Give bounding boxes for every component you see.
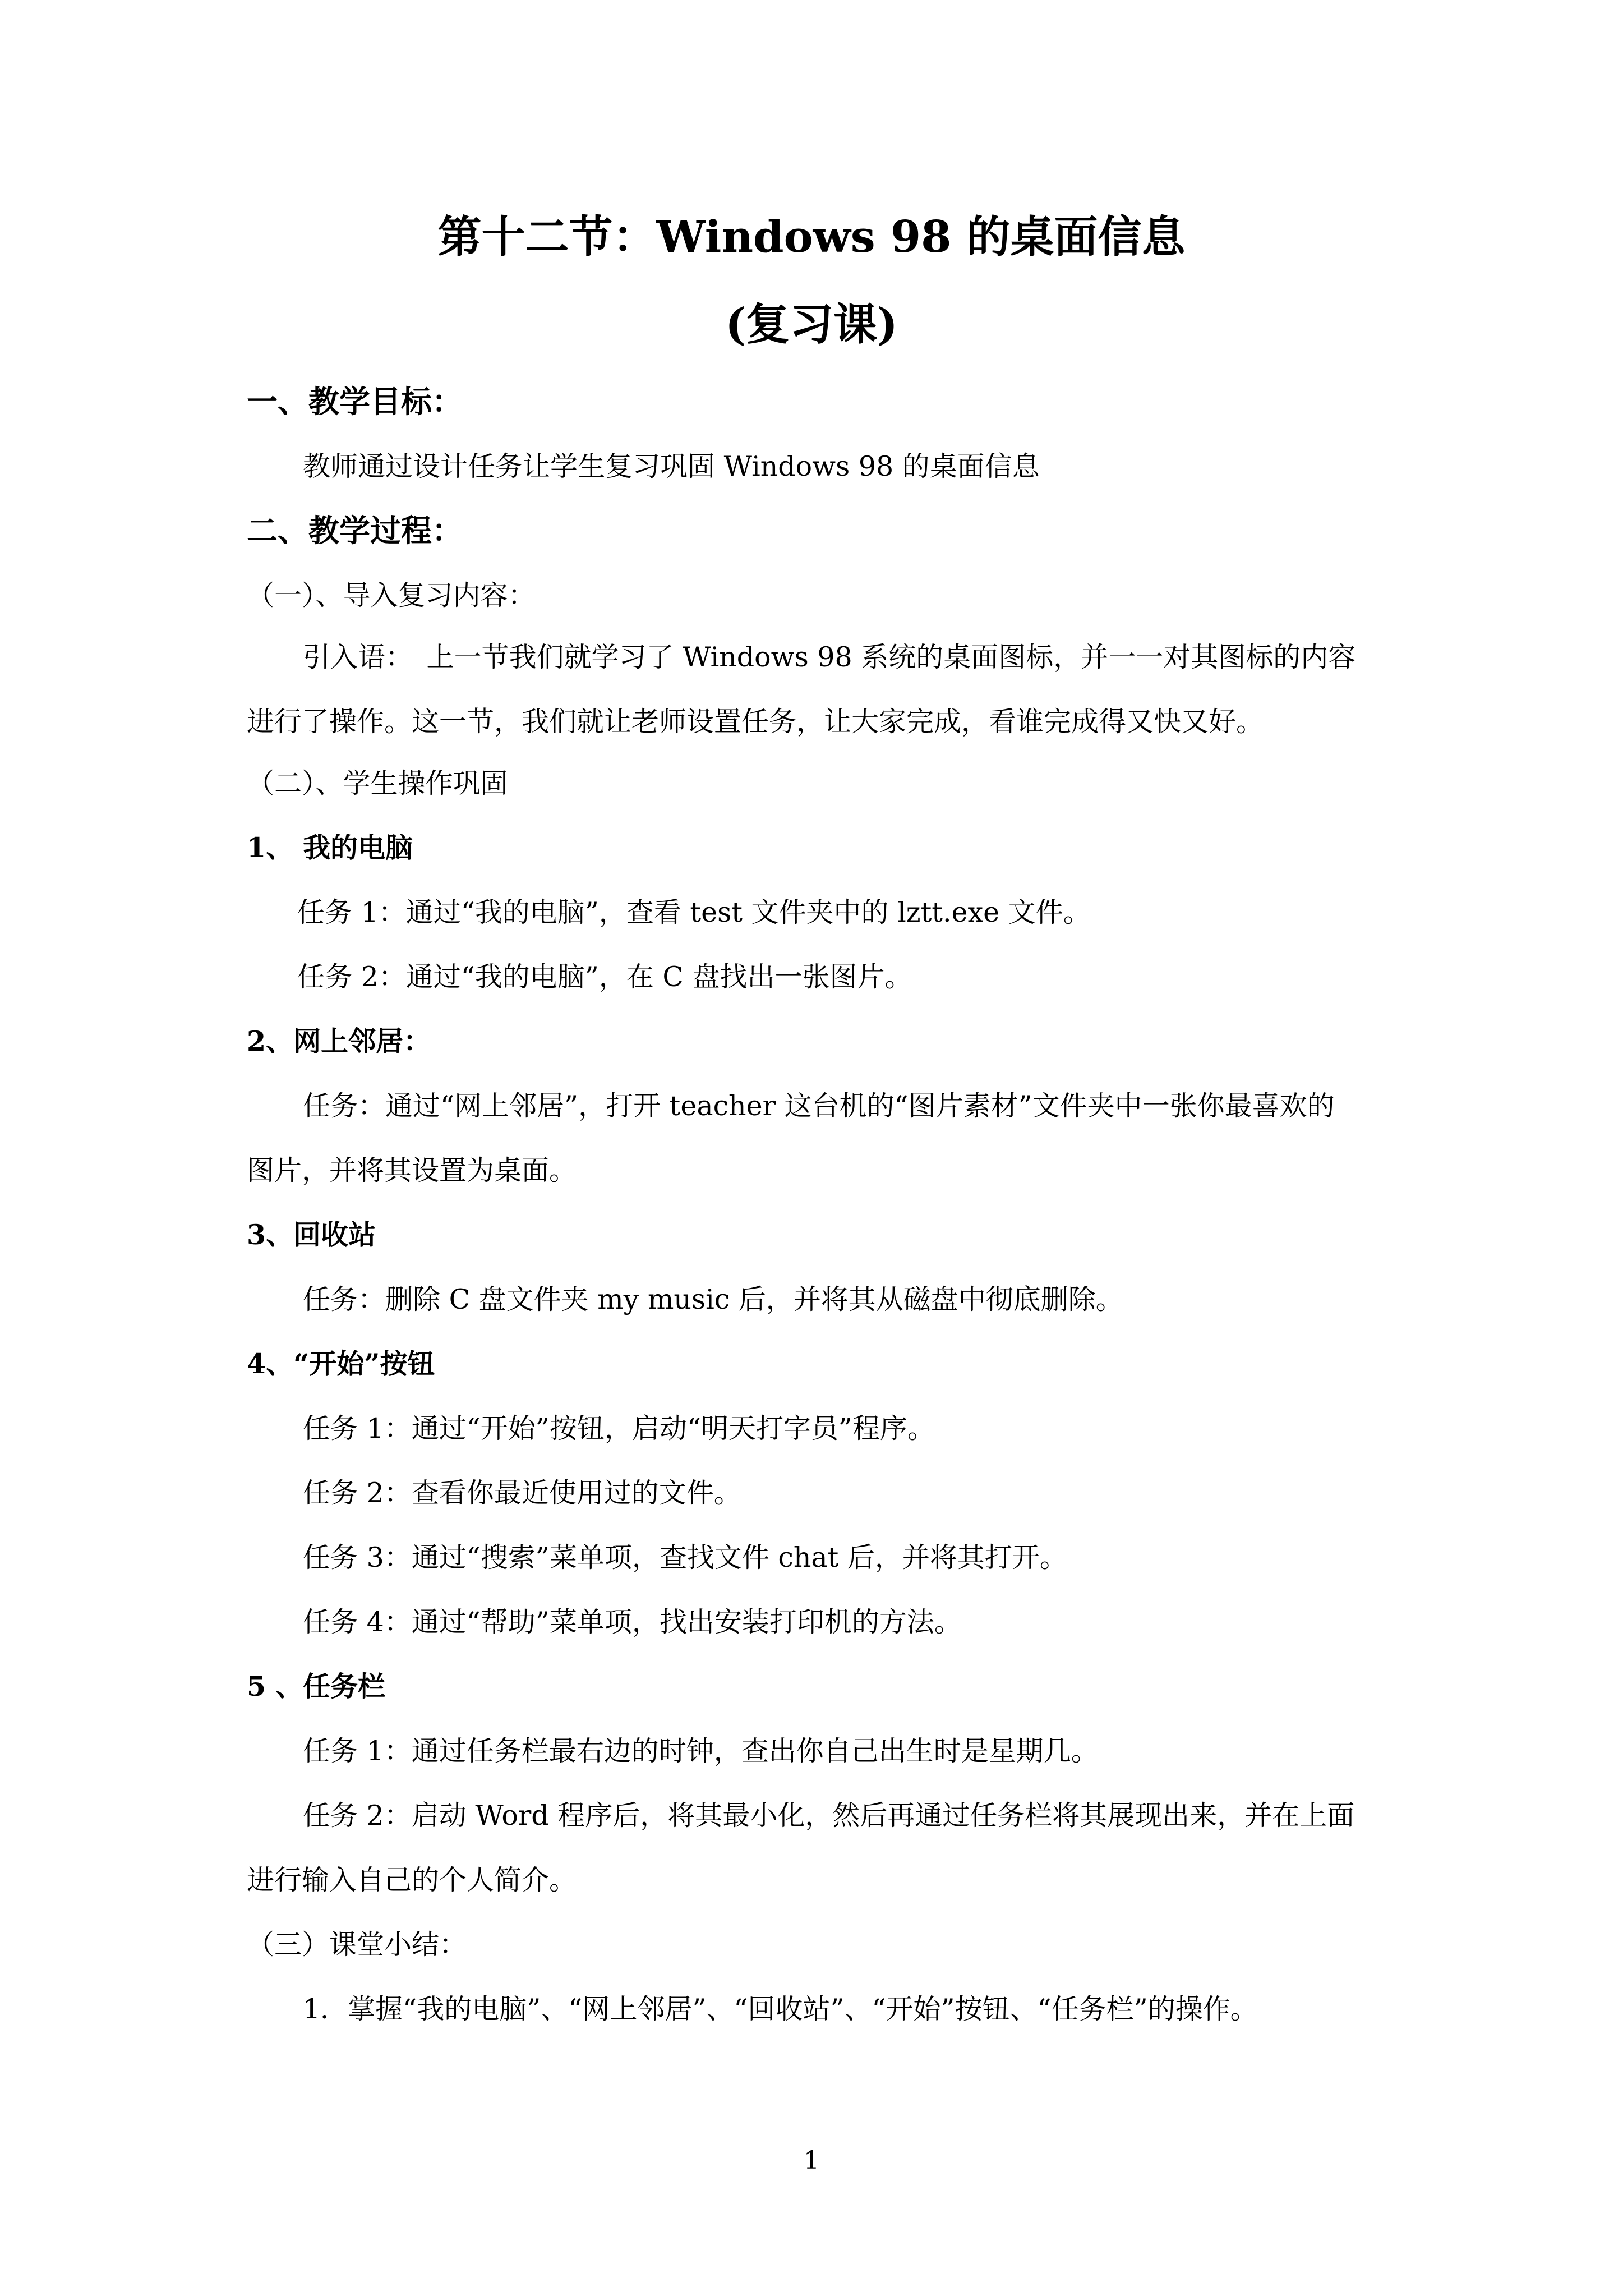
part3-heading: （三）课堂小结： <box>247 1929 467 1961</box>
objectives-heading: 一、教学目标： <box>247 383 463 420</box>
item4-task3: 任务 3：通过“搜索”菜单项，查找文件 chat 后，并将其打开。 <box>303 1542 1067 1573</box>
item3-task: 任务：删除 C 盘文件夹 my music 后，并将其从磁盘中彻底删除。 <box>303 1283 1123 1315</box>
item3-heading: 3、回收站 <box>247 1218 376 1251</box>
item2-task-line-1: 任务：通过“网上邻居”，打开 teacher 这台机的“图片素材”文件夹中一张你最喜欢的 <box>303 1090 1335 1122</box>
item2-task-line-2: 图片，并将其设置为桌面。 <box>247 1154 577 1186</box>
objectives-text: 教师通过设计任务让学生复习巩固 Windows 98 的桌面信息 <box>303 450 1040 482</box>
intro-line-2: 进行了操作。这一节，我们就让老师设置任务，让大家完成，看谁完成得又快又好。 <box>247 706 1264 738</box>
item2-heading: 2、网上邻居： <box>247 1025 431 1057</box>
document-subtitle: (复习课) <box>725 299 898 350</box>
item5-task1: 任务 1：通过任务栏最右边的时钟，查出你自己出生时是星期几。 <box>303 1735 1099 1767</box>
item5-task2-line-2: 进行输入自己的个人简介。 <box>247 1864 577 1896</box>
item1-heading: 1、 我的电脑 <box>247 831 413 864</box>
intro-line-1: 引入语： 上一节我们就学习了 Windows 98 系统的桌面图标，并一一对其图标的内容 <box>303 641 1356 673</box>
part1-heading: （一）、导入复习内容： <box>247 579 536 611</box>
document-title: 第十二节：Windows 98 的桌面信息 <box>437 211 1186 263</box>
process-heading: 二、教学过程： <box>247 512 463 549</box>
item4-heading: 4、“开始”按钮 <box>247 1347 435 1380</box>
item1-task1: 任务 1：通过“我的电脑”，查看 test 文件夹中的 lztt.exe 文件。 <box>297 896 1091 928</box>
page-number: 1 <box>804 2146 819 2175</box>
item4-task2: 任务 2：查看你最近使用过的文件。 <box>303 1477 741 1509</box>
item5-heading: 5 、任务栏 <box>247 1670 386 1703</box>
item5-task2-line-1: 任务 2：启动 Word 程序后，将其最小化，然后再通过任务栏将其展现出来，并在上面 <box>303 1800 1355 1832</box>
part2-heading: （二）、学生操作巩固 <box>247 767 508 799</box>
item4-task4: 任务 4：通过“帮助”菜单项，找出安装打印机的方法。 <box>303 1606 962 1638</box>
item4-task1: 任务 1：通过“开始”按钮，启动“明天打字员”程序。 <box>303 1412 935 1444</box>
summary-item-1: 1．掌握“我的电脑”、“网上邻居”、“回收站”、“开始”按钮、“任务栏”的操作。 <box>303 1993 1258 2025</box>
item1-task2: 任务 2：通过“我的电脑”，在 C 盘找出一张图片。 <box>297 961 912 993</box>
